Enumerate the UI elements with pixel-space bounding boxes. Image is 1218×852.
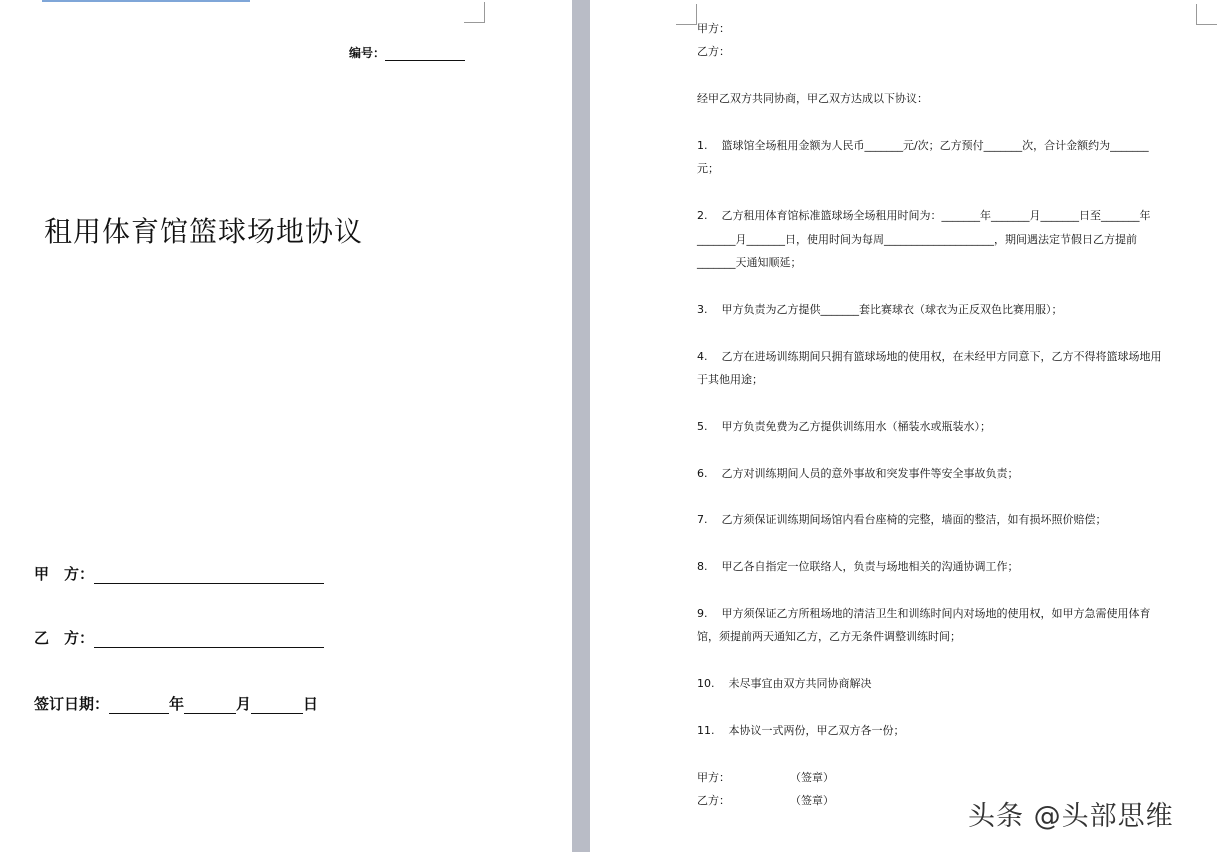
clause-line: _______天通知顺延； xyxy=(697,256,802,270)
page-gutter xyxy=(572,0,590,852)
clause-line: 4. 乙方在进场训练期间只拥有篮球场地的使用权，在未经甲方同意下，乙方不得将篮球场地用 xyxy=(697,349,1162,363)
sign-b-label: 乙方： xyxy=(697,794,730,808)
party-b-line: 乙方： xyxy=(697,45,730,59)
clause-item xyxy=(697,134,1202,181)
agreement-body xyxy=(697,17,1202,813)
party-a-line: 甲方： xyxy=(697,22,730,35)
clause-item xyxy=(697,462,1202,485)
clause-item xyxy=(697,555,1202,578)
year-label: 年 xyxy=(169,695,185,713)
serial-number-field xyxy=(349,44,465,61)
margin-corner-mark xyxy=(676,4,697,25)
party-a-field xyxy=(34,563,324,584)
clause-line: 1. 篮球馆全场租用金额为人民币_______元/次；乙方预付_______次，合计金额约为_______ xyxy=(697,139,1149,152)
seal-b: （签章） xyxy=(790,794,834,808)
day-label: 日 xyxy=(303,695,319,713)
clause-item xyxy=(697,415,1202,438)
month-label: 月 xyxy=(236,695,252,713)
year-blank[interactable] xyxy=(109,697,169,714)
day-blank[interactable] xyxy=(251,697,303,714)
clause-line: 元； xyxy=(697,162,719,176)
intro-paragraph: 经甲乙双方共同协商，甲乙双方达成以下协议： xyxy=(697,92,928,106)
sign-a-line xyxy=(697,766,1202,789)
watermark: 头条 @头部思维 xyxy=(968,801,1174,832)
clause-item xyxy=(697,602,1202,649)
clause-line: 于其他用途； xyxy=(697,373,763,387)
document-title: 租用体育馆篮球场地协议 xyxy=(44,215,364,248)
party-b-field xyxy=(34,627,324,648)
clause-line: 馆，须提前两天通知乙方，乙方无条件调整训练时间； xyxy=(697,630,961,644)
sign-a-label: 甲方： xyxy=(697,770,730,784)
serial-label: 编号： xyxy=(349,46,386,60)
sign-date-label: 签订日期： xyxy=(34,695,110,713)
clause-item xyxy=(697,672,1202,695)
seal-a: （签章） xyxy=(790,770,834,784)
margin-corner-mark xyxy=(464,2,485,23)
clause-line: 8. 甲乙各自指定一位联络人，负责与场地相关的沟通协调工作； xyxy=(697,560,1019,574)
sign-date-field xyxy=(34,693,318,714)
party-a-blank[interactable] xyxy=(94,567,324,584)
clause-item xyxy=(697,508,1202,531)
clause-item xyxy=(697,204,1202,274)
selection-bar xyxy=(42,0,250,2)
clause-line: 9. 甲方须保证乙方所租场地的清洁卫生和训练时间内对场地的使用权，如甲方急需使用体育 xyxy=(697,607,1151,620)
party-b-blank[interactable] xyxy=(94,631,324,648)
party-a-label: 甲 方： xyxy=(34,565,95,583)
party-b-label: 乙 方： xyxy=(34,629,95,647)
clause-item xyxy=(697,345,1202,392)
clause-line: 6. 乙方对训练期间人员的意外事故和突发事件等安全事故负责； xyxy=(697,466,1019,480)
cover-page xyxy=(0,0,572,852)
serial-blank[interactable] xyxy=(385,48,465,61)
clause-line: 11. 本协议一式两份，甲乙双方各一份； xyxy=(697,724,905,737)
month-blank[interactable] xyxy=(184,697,236,714)
clause-line: 10. 未尽事宜由双方共同协商解决 xyxy=(697,677,872,691)
agreement-page xyxy=(590,0,1218,852)
clause-item xyxy=(697,719,1202,742)
clause-line: 5. 甲方负责免费为乙方提供训练用水（桶装水或瓶装水）； xyxy=(697,419,991,433)
clause-line: 2. 乙方租用体育馆标准篮球场全场租用时间为：_______年_______月_______日至_______年 xyxy=(697,209,1151,223)
clause-list xyxy=(697,134,1202,742)
clause-line: 7. 乙方须保证训练期间场馆内看台座椅的完整，墙面的整洁，如有损坏照价赔偿； xyxy=(697,513,1107,527)
clause-line: _______月_______日，使用时间为每周____________________，期间遇法定节假日乙方提前 xyxy=(697,232,1137,246)
clause-item xyxy=(697,298,1202,321)
clause-line: 3. 甲方负责为乙方提供_______套比赛球衣（球衣为正反双色比赛用服）； xyxy=(697,302,1063,316)
